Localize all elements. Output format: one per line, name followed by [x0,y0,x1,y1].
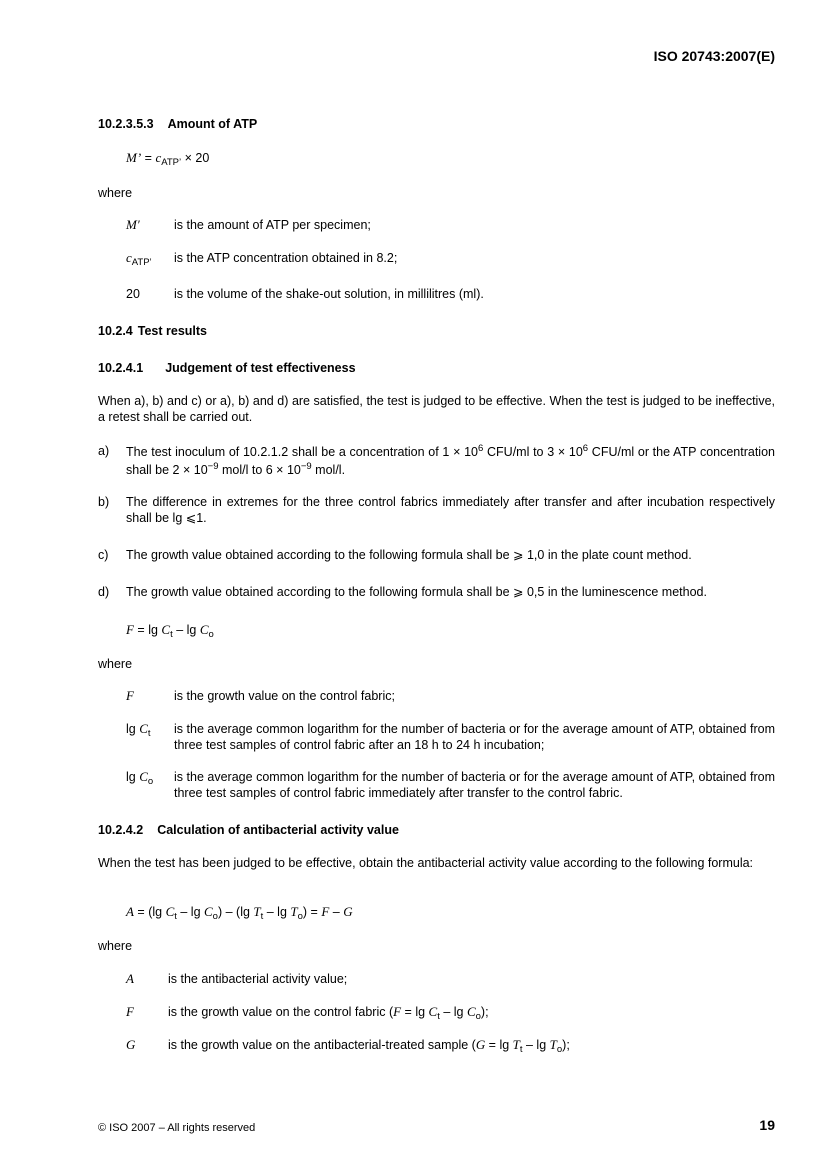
exponent: 6 [582,443,589,454]
def-symbol-f: F [126,688,134,703]
text: – [329,905,344,919]
def-text-lg-ct: is the average common logarithm for the number of bacteria or for the average amount of ATP, obtained from three test samples of control fabric after an 18 h to 24 h incubation; [174,722,775,752]
footer-copyright: © ISO 2007 – All rights reserved [98,1122,256,1134]
list-label-d: d) [98,585,110,599]
text: = lg [401,1005,429,1019]
def-text-g [168,1037,570,1053]
section-heading-10-2-3-5-3 [98,116,257,132]
text: The test inoculum of 10.2.1.2 shall be a concentration of 1 × 10 [126,445,479,459]
def-symbol-g: G [126,1037,136,1052]
symbol-c: C [161,622,171,637]
page-number: 19 [759,1117,775,1133]
subscript: t [147,728,151,739]
def-text-m: is the amount of ATP per specimen; [174,218,371,232]
symbol-t: T [253,904,261,919]
section-number: 10.2.4.1 [98,361,144,375]
symbol-t: T [290,904,298,919]
formula-amount-atp [126,150,209,166]
def-text-a: is the antibacterial activity value; [168,972,348,986]
subscript: o [297,911,303,922]
section-title: Test results [137,324,208,338]
def-text-20: is the volume of the shake-out solution, in millilitres (ml). [174,287,484,301]
subscript: t [437,1011,440,1022]
text: – lg [439,1005,467,1019]
section-number: 10.2.4.2 [98,823,144,837]
text: – lg [176,905,204,919]
list-text-d: The growth value obtained according to the following formula shall be ⩾ 0,5 in the luminescence method. [126,585,707,599]
text: mol/l. [311,463,346,477]
text: – lg [263,905,291,919]
list-label-b: b) [98,495,110,509]
exponent: −9 [207,461,219,472]
subscript: o [208,629,214,640]
def-text-catp: is the ATP concentration obtained in 8.2; [174,251,398,265]
def-symbol-lg-ct [126,721,151,737]
symbol-c: C [139,721,148,736]
section-heading-10-2-4-1 [98,360,356,376]
symbol-g: G [343,904,353,919]
def-symbol-m: M′ [126,217,140,232]
section-heading-10-2-4-2 [98,822,399,838]
exponent: 6 [478,443,484,454]
symbol-a: A [126,904,134,919]
text: – lg [172,623,200,637]
where-label: where [98,939,133,953]
text: lg [126,770,140,784]
symbol-c: C [139,769,148,784]
text: mol/l to 6 × 10 [218,463,301,477]
text: is the growth value on the antibacterial-treated sample ( [168,1038,476,1052]
def-text-lg-co: is the average common logarithm for the number of bacteria or for the average amount of ATP, obtained from three test samples of control fabric immediately after transfer to the control fabric. [174,770,775,800]
symbol-c: C [466,1004,476,1019]
list-text-c: The growth value obtained according to the following formula shall be ⩾ 1,0 in the plate count method. [126,548,692,562]
def-symbol-f: F [126,1004,134,1019]
list-label-c: c) [98,548,109,562]
def-symbol-a: A [126,971,134,986]
def-text-f [168,1004,489,1020]
symbol-f: F [126,622,134,637]
symbol-t: T [512,1037,520,1052]
prime-mark: ’ [136,150,142,165]
text: ) = [302,905,322,919]
text: – lg [522,1038,550,1052]
formula-growth-value [126,622,214,638]
subscript: t [174,911,177,922]
subscript: o [475,1011,481,1022]
section-title: Judgement of test effectiveness [165,361,356,375]
equals: = [144,151,152,165]
section-title: Calculation of antibacterial activity value [157,823,399,837]
text: CFU/ml to 3 × 10 [483,445,583,459]
subscript: t [519,1044,523,1055]
symbol-c: c [155,150,162,165]
text: CFU/ml or the ATP concentration shall be 2 × 10 [126,445,775,477]
symbol-c: C [199,622,209,637]
subscript-atp: ATP’ [131,257,152,268]
formula-rest: × 20 [184,151,210,165]
section-number: 10.2.3.5.3 [98,117,154,131]
text: ) – (lg [217,905,254,919]
symbol-f: F [321,904,330,919]
section-title: Amount of ATP [167,117,258,131]
section-number: 10.2.4 [98,324,133,338]
subscript: o [147,776,154,787]
symbol-t: T [549,1037,557,1052]
formula-antibacterial-activity [126,904,353,920]
symbol-c: C [204,904,213,919]
symbol-g: G [475,1037,486,1052]
where-label: where [98,186,133,200]
symbol-c: C [428,1004,438,1019]
symbol-m: M [126,150,137,165]
text: = lg [133,623,162,637]
text: ); [480,1005,489,1019]
def-text-f: is the growth value on the control fabric; [174,689,395,703]
subscript: o [212,911,218,922]
text: = (lg [133,905,166,919]
exponent: −9 [300,461,312,472]
symbol-c: c [126,250,132,265]
list-text-a [126,443,775,479]
text: ); [562,1038,570,1052]
symbol-c: C [165,904,175,919]
def-symbol-catp [126,250,152,266]
text: is the growth value on the control fabric ( [168,1005,394,1019]
where-label: where [98,657,133,671]
text: = lg [485,1038,513,1052]
text: lg [126,722,140,736]
subscript: t [170,629,173,640]
list-text-b: The difference in extremes for the three control fabrics immediately after transfer and after incubation respectively shall be lg ⩽1. [126,495,775,525]
def-symbol-lg-co [126,769,153,785]
subscript: t [260,911,264,922]
subscript: o [556,1044,563,1055]
list-label-a: a) [98,444,110,458]
paragraph-activity-intro: When the test has been judged to be effective, obtain the antibacterial activity value according to the following formula: [98,856,754,870]
paragraph-effectiveness-intro: When a), b) and c) or a), b) and d) are satisfied, the test is judged to be effective. When the test is judged to be ineffective, a retest shall be carried out. [98,394,775,424]
symbol-f: F [393,1004,402,1019]
document-id: ISO 20743:2007(E) [653,48,775,64]
subscript-atp: ATP’ [161,157,182,168]
def-symbol-20: 20 [126,287,140,301]
section-heading-10-2-4 [98,323,207,339]
